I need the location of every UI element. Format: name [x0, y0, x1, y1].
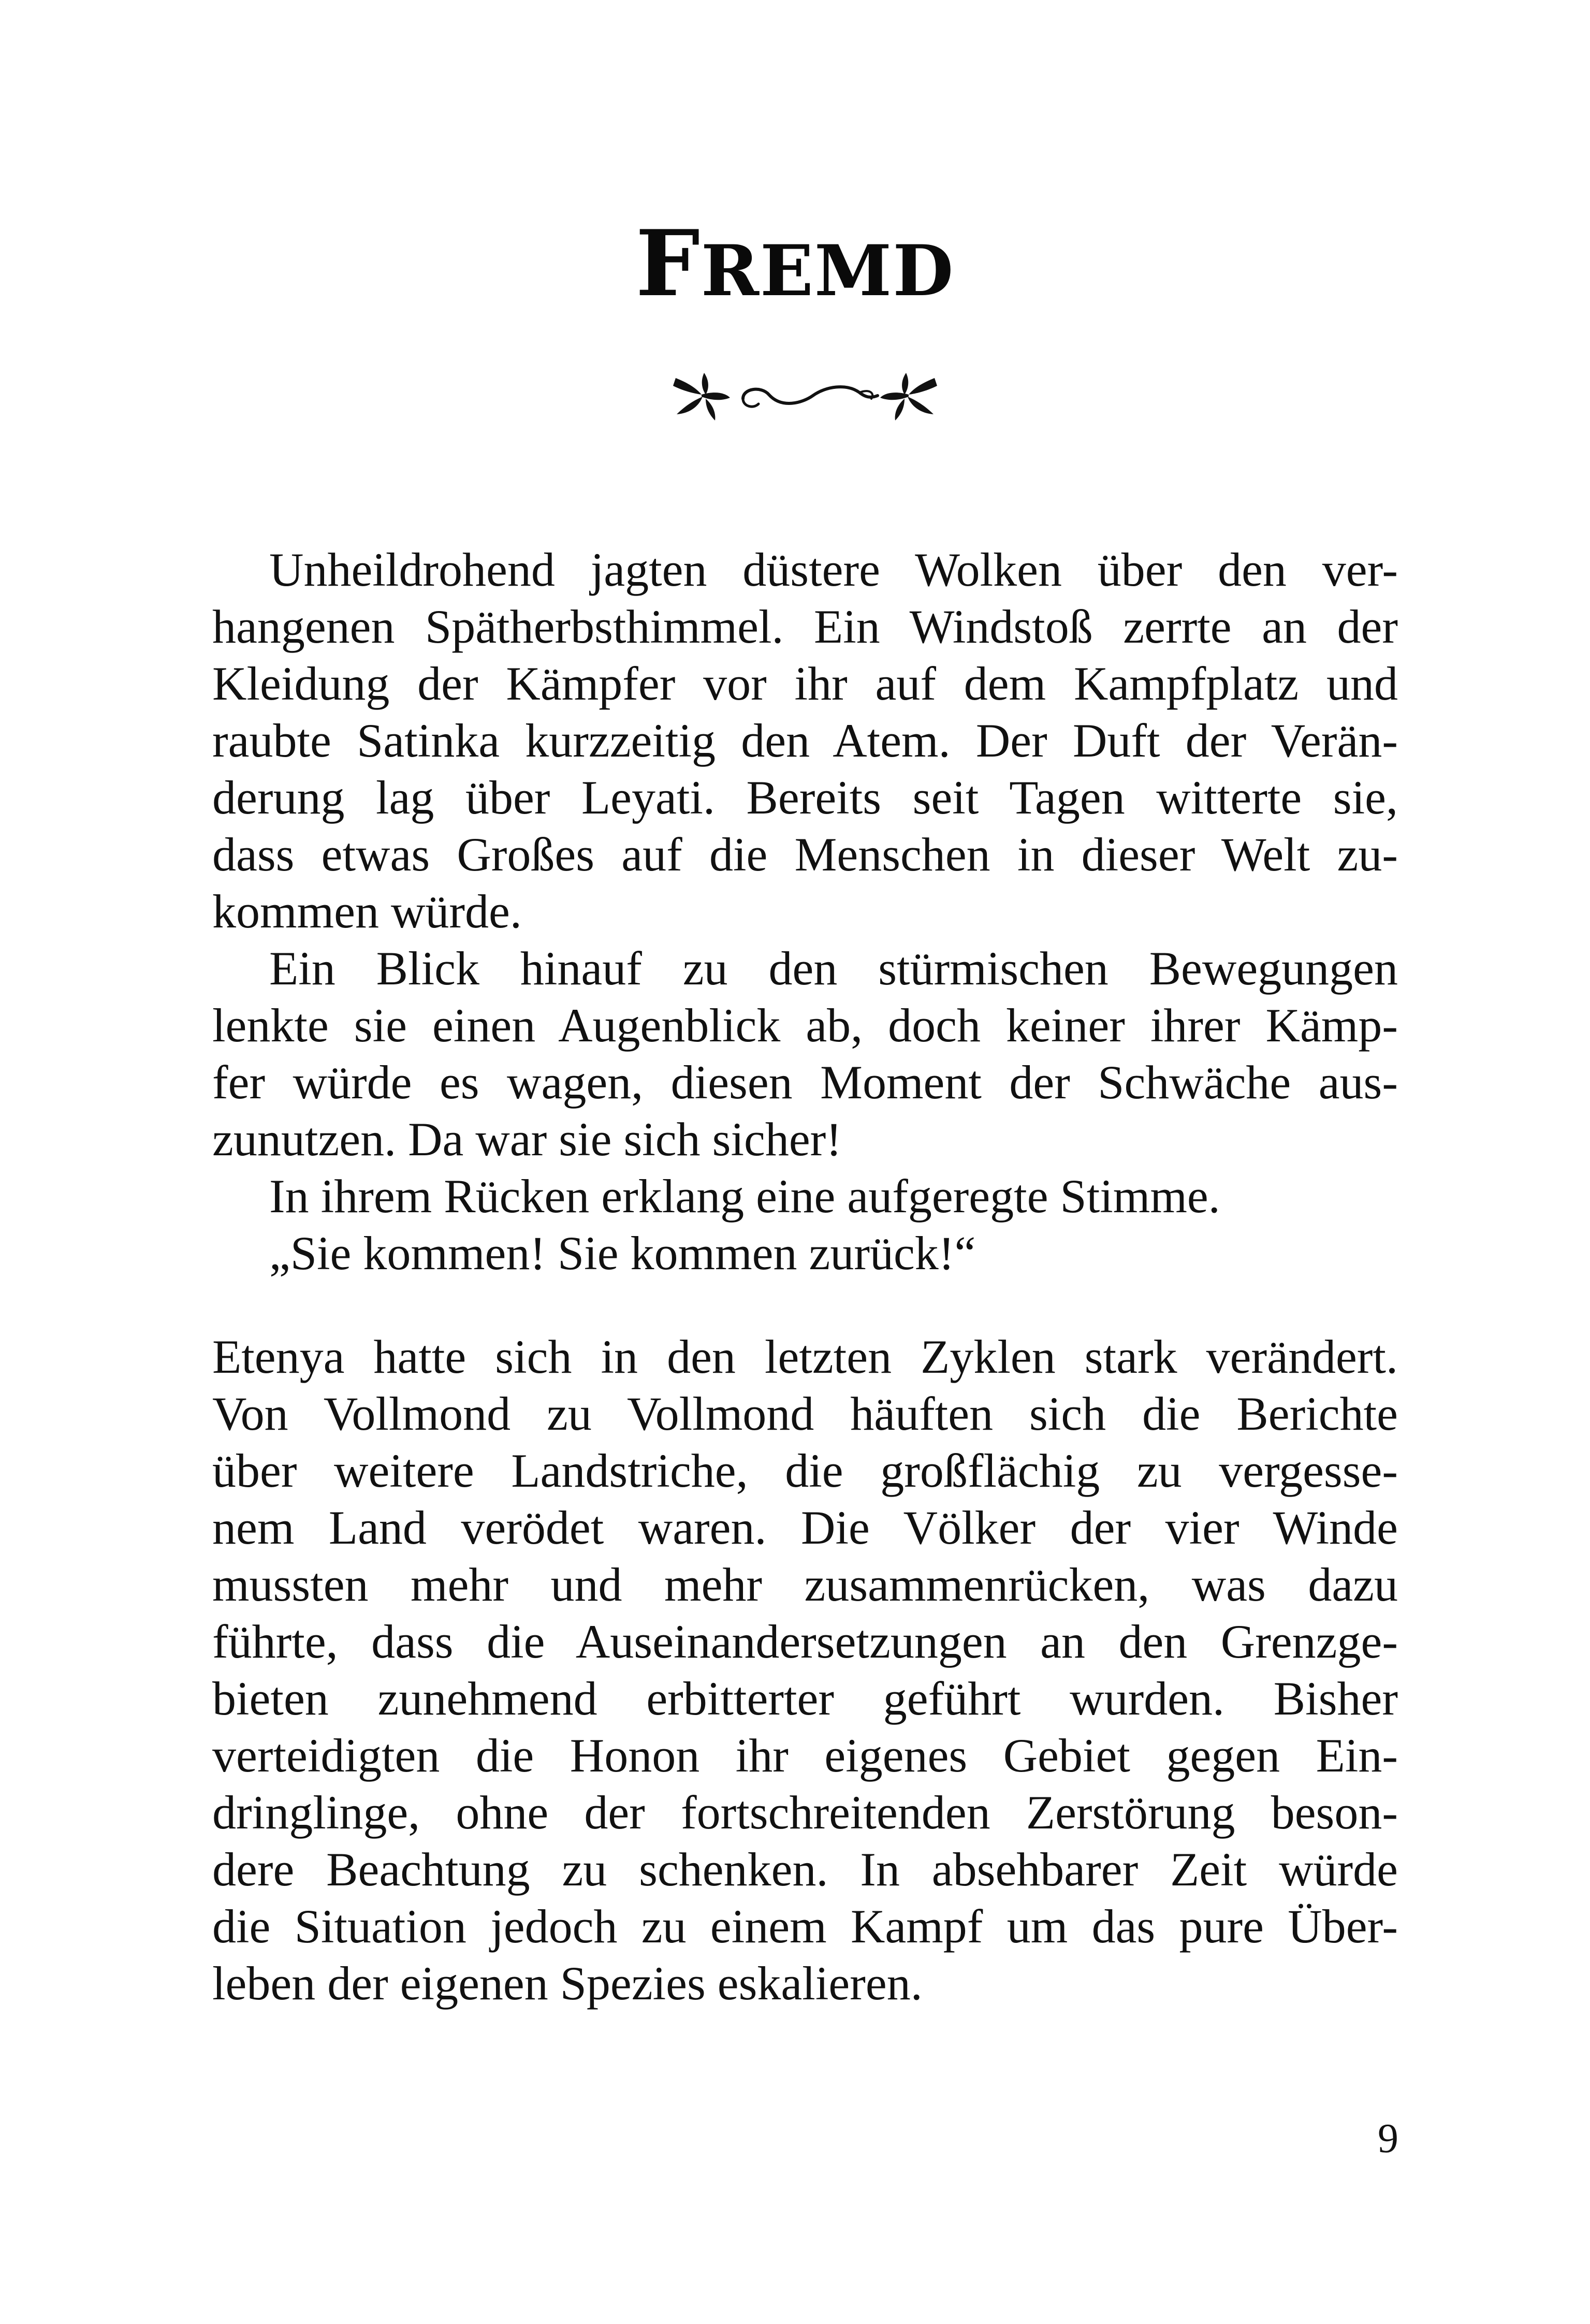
text-line: dringlinge, ohne der fortschreitenden Zerstörung beson-: [212, 1786, 1398, 1839]
text-line: Etenya hatte sich in den letzten Zyklen stark verändert.: [212, 1330, 1398, 1383]
page-number: 9: [1378, 2116, 1398, 2161]
section-1-text: [212, 541, 1398, 1282]
chapter-title-initial: F: [635, 211, 701, 317]
text-line: Kleidung der Kämpfer vor ihr auf dem Kampfplatz und: [212, 657, 1398, 710]
text-line: nem Land verödet waren. Die Völker der vier Winde: [212, 1501, 1398, 1554]
text-line: führte, dass die Auseinandersetzungen an den Grenzge-: [212, 1615, 1398, 1668]
chapter-title-rest: REMD: [701, 229, 955, 312]
text-line: dass etwas Großes auf die Menschen in dieser Welt zu-: [212, 828, 1398, 881]
text-line: bieten zunehmend erbitterter geführt wurden. Bisher: [212, 1672, 1398, 1725]
text-line: raubte Satinka kurzzeitig den Atem. Der Duft der Verän-: [212, 714, 1398, 767]
text-line: Ein Blick hinauf zu den stürmischen Bewegungen: [269, 942, 1398, 995]
text-line: In ihrem Rücken erklang eine aufgeregte Stimme.: [269, 1170, 1220, 1223]
text-line: mussten mehr und mehr zusammenrücken, was dazu: [212, 1558, 1398, 1611]
text-line: dere Beachtung zu schenken. In absehbarer Zeit würde: [212, 1843, 1398, 1896]
text-line: Von Vollmond zu Vollmond häuften sich die Berichte: [212, 1387, 1398, 1440]
text-line: fer würde es wagen, diesen Moment der Schwäche aus-: [212, 1056, 1398, 1109]
text-line: über weitere Landstriche, die großflächig zu vergesse-: [212, 1444, 1398, 1497]
text-line: zunutzen. Da war sie sich sicher!: [212, 1113, 842, 1166]
text-line: hangenen Spätherbsthimmel. Ein Windstoß zerrte an der: [212, 600, 1398, 653]
chapter-title: [0, 212, 1590, 323]
text-line: Unheildrohend jagten düstere Wolken über den ver-: [269, 543, 1398, 596]
text-line: kommen würde.: [212, 885, 522, 938]
text-line: die Situation jedoch zu einem Kampf um das pure Über-: [212, 1900, 1398, 1953]
text-line: lenkte sie einen Augenblick ab, doch keiner ihrer Kämp-: [212, 999, 1398, 1052]
text-line: leben der eigenen Spezies eskalieren.: [212, 1957, 923, 2010]
text-line: derung lag über Leyati. Bereits seit Tagen witterte sie,: [212, 771, 1398, 824]
text-line: verteidigten die Honon ihr eigenes Gebiet gegen Ein-: [212, 1729, 1398, 1782]
floral-divider-icon: [665, 362, 945, 430]
text-line: „Sie kommen! Sie kommen zurück!“: [269, 1227, 976, 1280]
section-2-text: [212, 1328, 1398, 2012]
